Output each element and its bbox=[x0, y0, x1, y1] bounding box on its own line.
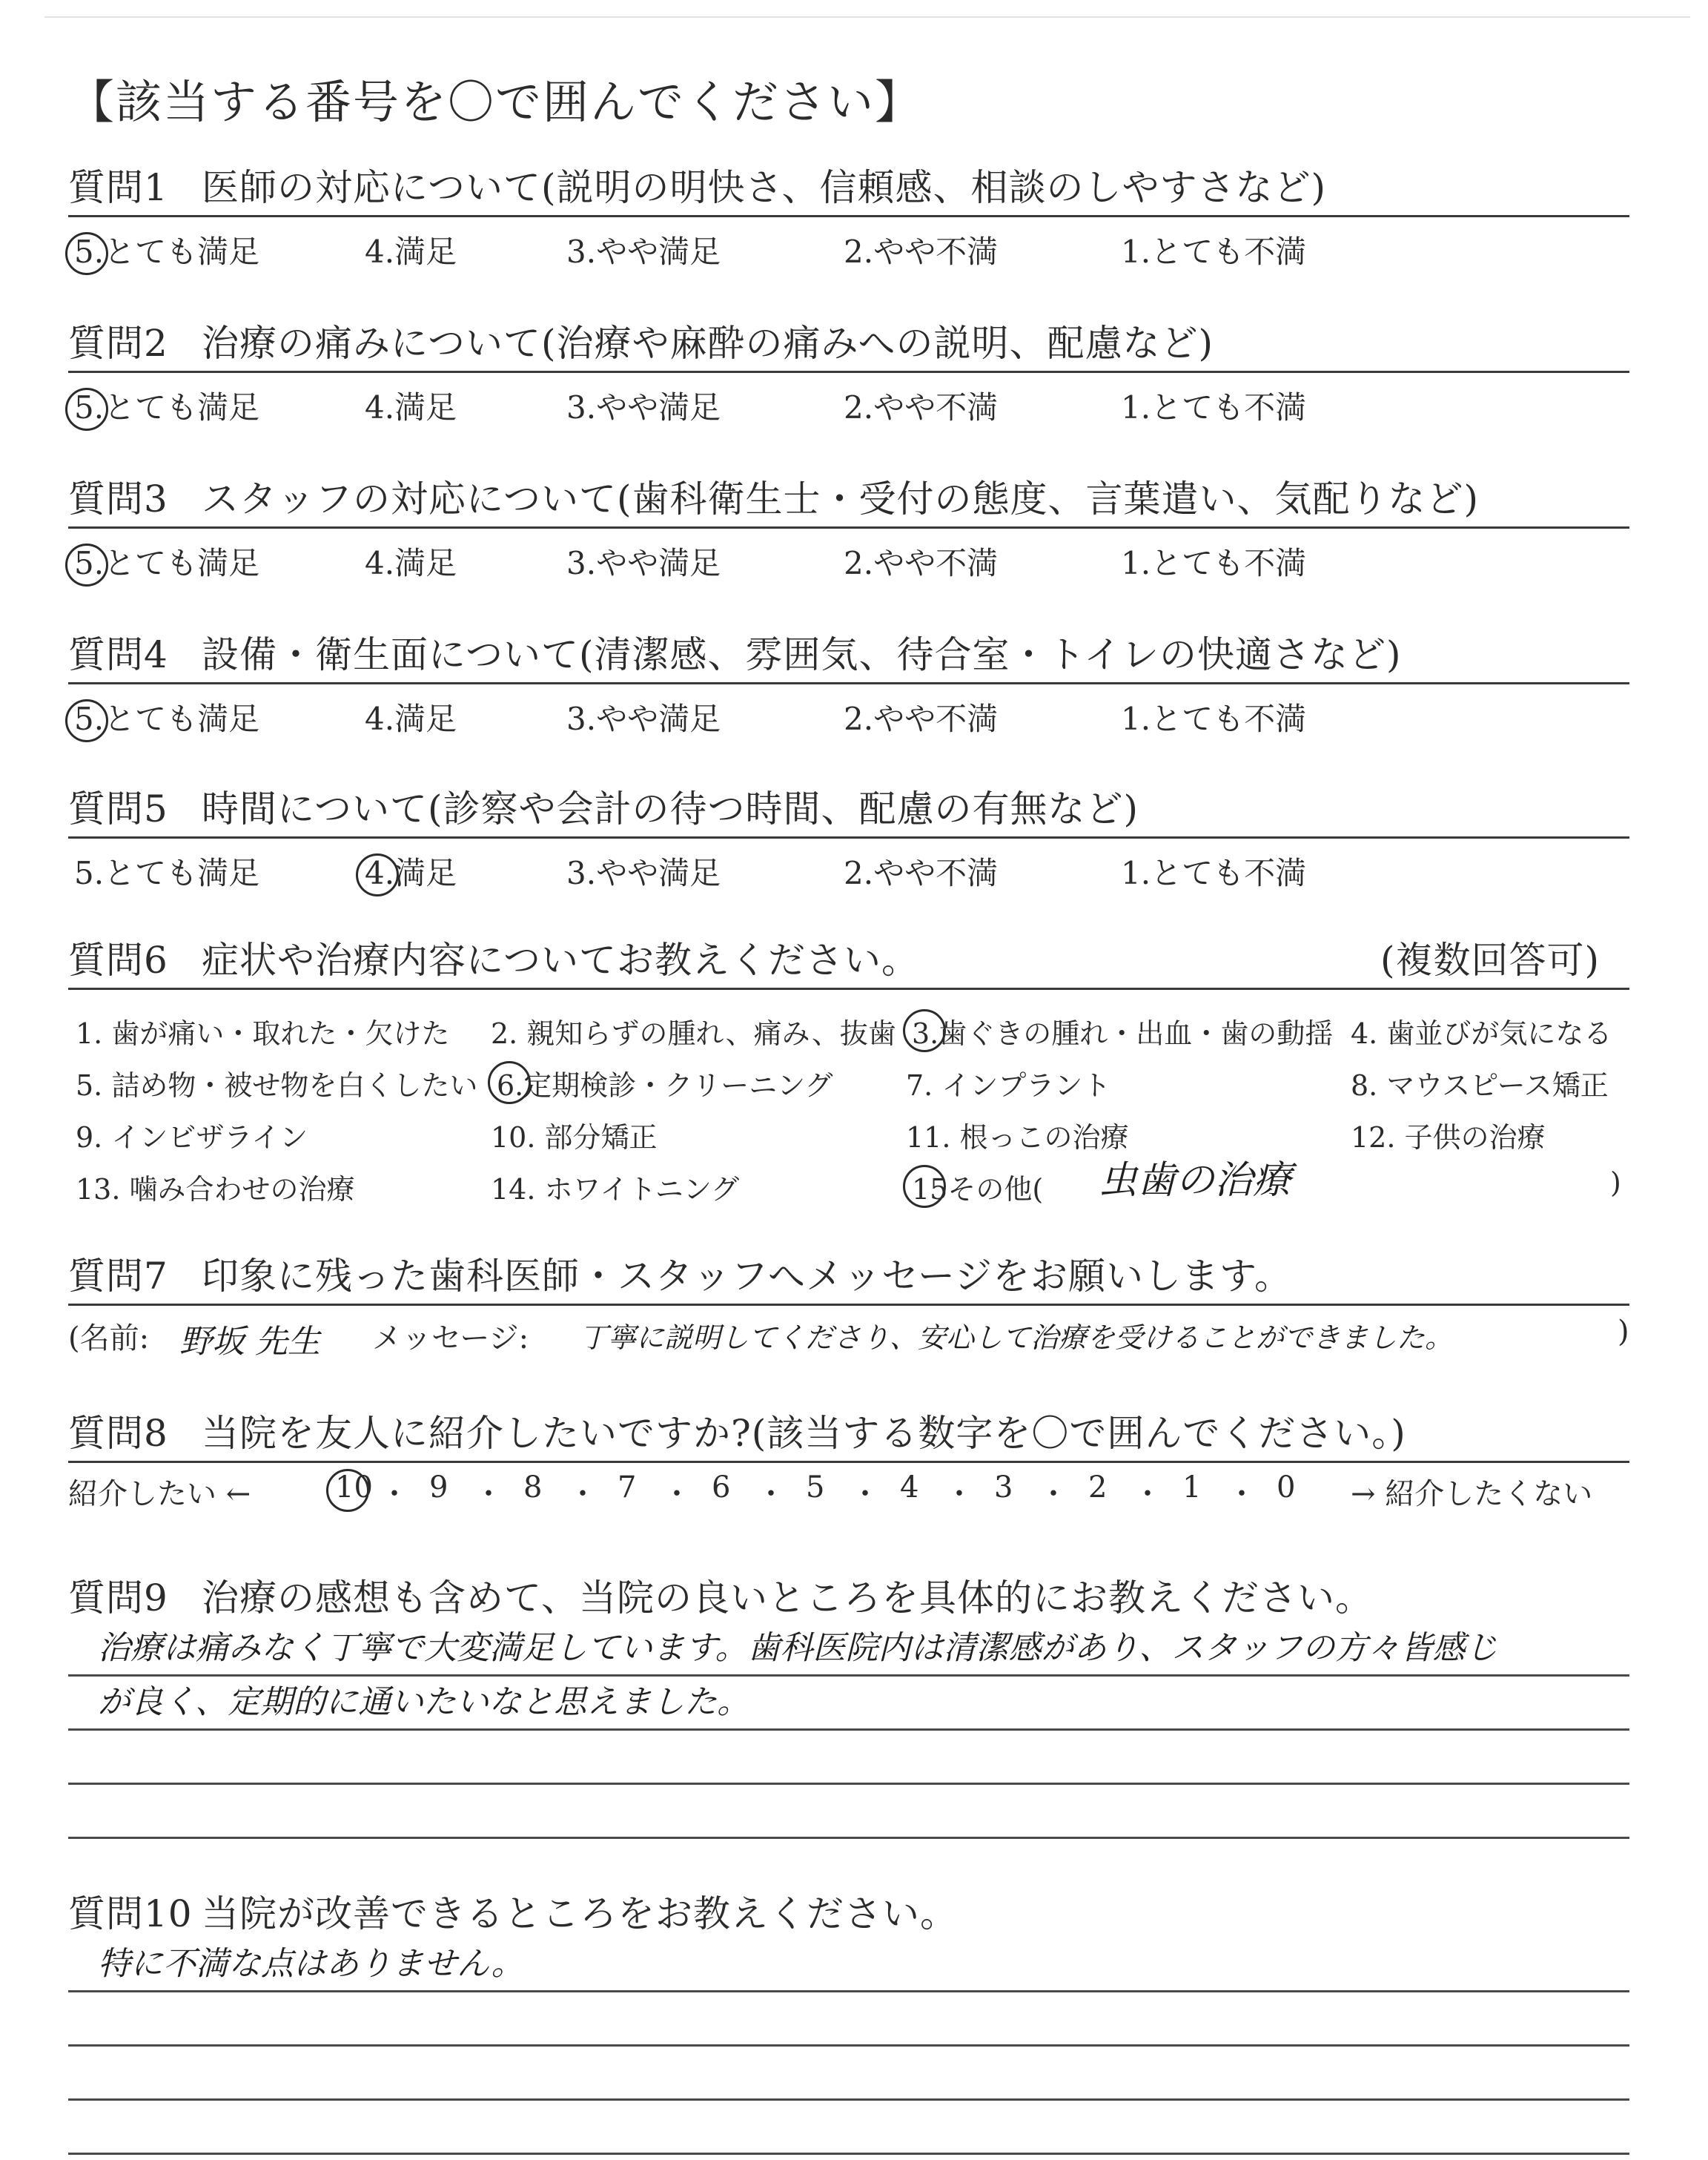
scale-value-9[interactable]: 9 bbox=[429, 1470, 448, 1505]
answer-line[interactable] bbox=[68, 2101, 1629, 2155]
question-number: 質問7 bbox=[68, 1255, 168, 1298]
other-handwritten[interactable]: 虫歯の治療 bbox=[1099, 1158, 1292, 1203]
rating-option-1[interactable]: 1.とても不満 bbox=[1121, 701, 1307, 737]
scale-value-1[interactable]: 1 bbox=[1182, 1470, 1202, 1505]
other-close-paren: ) bbox=[1610, 1166, 1621, 1199]
question-number: 質問8 bbox=[68, 1412, 168, 1455]
rating-option-5[interactable]: 5.とても満足 bbox=[74, 855, 260, 891]
question-text: 治療の感想も含めて、当院の良いところを具体的にお教えください。 bbox=[202, 1576, 1373, 1619]
scale-left-label: 紹介したい ← bbox=[68, 1477, 251, 1511]
question-number: 質問2 bbox=[68, 322, 168, 365]
rating-options bbox=[68, 383, 1629, 428]
question-10 bbox=[68, 1889, 1629, 2155]
question-rule bbox=[68, 836, 1629, 839]
scale-value-10[interactable]: 10 bbox=[335, 1470, 373, 1505]
rating-options bbox=[68, 539, 1629, 584]
question-number: 質問5 bbox=[68, 787, 168, 830]
question-4 bbox=[68, 630, 1629, 739]
scale-right-label: → 紹介したくない bbox=[1351, 1477, 1593, 1511]
message-row bbox=[68, 1315, 1629, 1362]
answer-line[interactable] bbox=[68, 1785, 1629, 1839]
message-close-paren: ) bbox=[1618, 1315, 1629, 1349]
rating-option-2[interactable]: 2.やや不満 bbox=[844, 701, 999, 737]
question-text: 治療の痛みについて(治療や麻酔の痛みへの説明、配慮など) bbox=[202, 322, 1214, 365]
symptom-option-3[interactable]: 3.歯ぐきの腫れ・出血・歯の動揺 bbox=[912, 1011, 1333, 1051]
rating-option-5[interactable]: 5.とても満足 bbox=[74, 701, 260, 737]
rating-option-3[interactable]: 3.やや満足 bbox=[566, 234, 721, 270]
message-value[interactable]: 丁寧に説明してくださり、安心して治療を受けることができました。 bbox=[580, 1321, 1454, 1354]
scale-value-8[interactable]: 8 bbox=[523, 1470, 543, 1505]
question-title bbox=[68, 1252, 1629, 1301]
question-text: 当院が改善できるところをお教えください。 bbox=[202, 1892, 958, 1935]
symptom-option-7[interactable]: 7. インプラント bbox=[906, 1069, 1111, 1102]
symptom-option-15[interactable]: 15その他( bbox=[912, 1166, 1043, 1207]
question-1 bbox=[68, 163, 1629, 272]
question-title bbox=[68, 1573, 1629, 1622]
question-title bbox=[68, 1409, 1629, 1458]
rating-option-1[interactable]: 1.とても不満 bbox=[1121, 545, 1307, 581]
rating-options bbox=[68, 228, 1629, 272]
rating-option-2[interactable]: 2.やや不満 bbox=[844, 389, 999, 426]
question-rule bbox=[68, 988, 1629, 990]
question-text: 医師の対応について(説明の明快さ、信頼感、相談のしやすさなど) bbox=[202, 166, 1327, 209]
rating-option-1[interactable]: 1.とても不満 bbox=[1121, 234, 1307, 270]
rating-option-1[interactable]: 1.とても不満 bbox=[1121, 855, 1307, 891]
scale-value-5[interactable]: 5 bbox=[806, 1470, 825, 1505]
question-title bbox=[68, 785, 1629, 833]
name-label: (名前: bbox=[68, 1321, 150, 1355]
recommend-scale bbox=[68, 1470, 1629, 1515]
question-8 bbox=[68, 1409, 1629, 1515]
question-number: 質問3 bbox=[68, 478, 168, 521]
rating-option-2[interactable]: 2.やや不満 bbox=[844, 234, 999, 270]
handwritten-answer: 特に不満な点はありません。 bbox=[98, 1945, 524, 1983]
symptom-option-10[interactable]: 10. 部分矯正 bbox=[491, 1121, 658, 1154]
symptom-option-2[interactable]: 2. 親知らずの腫れ、痛み、抜歯 bbox=[491, 1017, 896, 1050]
scale-value-6[interactable]: 6 bbox=[712, 1470, 731, 1505]
question-title bbox=[68, 936, 1629, 985]
rating-option-4[interactable]: 4.満足 bbox=[365, 234, 457, 270]
question-rule bbox=[68, 371, 1629, 373]
rating-option-4[interactable]: 4.満足 bbox=[365, 701, 457, 737]
symptom-option-12[interactable]: 12. 子供の治療 bbox=[1351, 1121, 1546, 1154]
scale-separator: ・ bbox=[1039, 1477, 1068, 1511]
rating-option-3[interactable]: 3.やや満足 bbox=[566, 389, 721, 426]
question-3 bbox=[68, 475, 1629, 584]
question-7 bbox=[68, 1252, 1629, 1362]
question-5 bbox=[68, 785, 1629, 894]
rating-option-1[interactable]: 1.とても不満 bbox=[1121, 389, 1307, 426]
scale-value-0[interactable]: 0 bbox=[1277, 1470, 1296, 1505]
question-text: 時間について(診察や会計の待つ時間、配慮の有無など) bbox=[202, 787, 1139, 830]
symptom-option-13[interactable]: 13. 噛み合わせの治療 bbox=[76, 1173, 355, 1206]
question-title bbox=[68, 163, 1629, 212]
scale-separator: ・ bbox=[850, 1477, 880, 1511]
handwritten-answer: 治療は痛みなく丁寧で大変満足しています。歯科医院内は清潔感があり、スタッフの方々皆感じ bbox=[98, 1629, 1498, 1667]
scale-separator: ・ bbox=[474, 1477, 503, 1511]
question-number: 質問1 bbox=[68, 166, 168, 209]
question-rule bbox=[68, 682, 1629, 684]
question-2 bbox=[68, 319, 1629, 428]
rating-option-3[interactable]: 3.やや満足 bbox=[566, 855, 721, 891]
scale-separator: ・ bbox=[1133, 1477, 1162, 1511]
scale-value-4[interactable]: 4 bbox=[900, 1470, 919, 1505]
scale-separator: ・ bbox=[380, 1477, 409, 1511]
rating-option-2[interactable]: 2.やや不満 bbox=[844, 855, 999, 891]
question-title bbox=[68, 319, 1629, 368]
scale-separator: ・ bbox=[944, 1477, 974, 1511]
rating-option-5[interactable]: 5.とても満足 bbox=[74, 545, 260, 581]
question-rule bbox=[68, 1461, 1629, 1463]
top-border bbox=[44, 16, 1690, 18]
rating-option-4[interactable]: 4.満足 bbox=[365, 389, 457, 426]
question-text: スタッフの対応について(歯科衛生士・受付の態度、言葉遣い、気配りなど) bbox=[202, 478, 1480, 521]
rating-option-4[interactable]: 4.満足 bbox=[365, 855, 457, 891]
symptom-option-9[interactable]: 9. インビザライン bbox=[76, 1121, 308, 1154]
question-rule bbox=[68, 215, 1629, 217]
scale-value-3[interactable]: 3 bbox=[994, 1470, 1013, 1505]
symptom-option-14[interactable]: 14. ホワイトニング bbox=[491, 1173, 740, 1206]
question-rule bbox=[68, 1304, 1629, 1306]
question-title bbox=[68, 1889, 1629, 1938]
question-9 bbox=[68, 1573, 1629, 1839]
answer-lines bbox=[68, 1938, 1629, 2155]
rating-option-5[interactable]: 5.とても満足 bbox=[74, 234, 260, 270]
symptom-option-6[interactable]: 6.定期検診・クリーニング bbox=[497, 1063, 833, 1103]
rating-options bbox=[68, 695, 1629, 739]
scale-value-7[interactable]: 7 bbox=[618, 1470, 637, 1505]
question-title bbox=[68, 475, 1629, 524]
symptom-option-4[interactable]: 4. 歯並びが気になる bbox=[1351, 1017, 1612, 1050]
question-number: 質問9 bbox=[68, 1576, 168, 1619]
question-text: 当院を友人に紹介したいですか?(該当する数字を〇で囲んでください。) bbox=[202, 1412, 1406, 1455]
symptom-option-8[interactable]: 8. マウスピース矯正 bbox=[1351, 1069, 1609, 1102]
handwritten-answer: が良く、定期的に通いたいなと思えました。 bbox=[98, 1683, 750, 1721]
form-title: 【該当する番号を〇で囲んでください】 bbox=[68, 75, 923, 129]
answer-line[interactable] bbox=[68, 1677, 1629, 1731]
symptom-option-11[interactable]: 11. 根っこの治療 bbox=[906, 1121, 1129, 1154]
symptom-option-5[interactable]: 5. 詰め物・被せ物を白くしたい bbox=[76, 1069, 478, 1102]
question-text: 印象に残った歯科医師・スタッフへメッセージをお願いします。 bbox=[202, 1255, 1292, 1298]
question-6 bbox=[68, 936, 1629, 1218]
multi-answer-note: (複数回答可) bbox=[1380, 939, 1600, 982]
rating-option-4[interactable]: 4.満足 bbox=[365, 545, 457, 581]
rating-option-3[interactable]: 3.やや満足 bbox=[566, 545, 721, 581]
rating-option-2[interactable]: 2.やや不満 bbox=[844, 545, 999, 581]
answer-lines bbox=[68, 1622, 1629, 1839]
answer-line[interactable] bbox=[68, 1622, 1629, 1677]
name-value[interactable]: 野坂 先生 bbox=[179, 1323, 320, 1361]
scale-separator: ・ bbox=[756, 1477, 786, 1511]
answer-line[interactable] bbox=[68, 2047, 1629, 2101]
scale-separator: ・ bbox=[662, 1477, 692, 1511]
question-title bbox=[68, 630, 1629, 679]
question-number: 質問10 bbox=[68, 1892, 193, 1935]
answer-line[interactable] bbox=[68, 1938, 1629, 1992]
question-number: 質問6 bbox=[68, 939, 168, 982]
question-text: 設備・衛生面について(清潔感、雰囲気、待合室・トイレの快適さなど) bbox=[202, 633, 1402, 676]
scale-value-2[interactable]: 2 bbox=[1088, 1470, 1108, 1505]
message-label: メッセージ: bbox=[372, 1321, 529, 1355]
rating-option-5[interactable]: 5.とても満足 bbox=[74, 389, 260, 426]
scale-separator: ・ bbox=[1227, 1477, 1257, 1511]
question-text: 症状や治療内容についてお教えください。 bbox=[202, 939, 919, 982]
symptom-option-1[interactable]: 1. 歯が痛い・取れた・欠けた bbox=[76, 1017, 450, 1050]
rating-options bbox=[68, 849, 1629, 894]
scale-separator: ・ bbox=[568, 1477, 598, 1511]
answer-line[interactable] bbox=[68, 1992, 1629, 2047]
rating-option-3[interactable]: 3.やや満足 bbox=[566, 701, 721, 737]
answer-line[interactable] bbox=[68, 1731, 1629, 1785]
question-number: 質問4 bbox=[68, 633, 168, 676]
symptom-options bbox=[68, 1003, 1629, 1218]
question-rule bbox=[68, 526, 1629, 529]
